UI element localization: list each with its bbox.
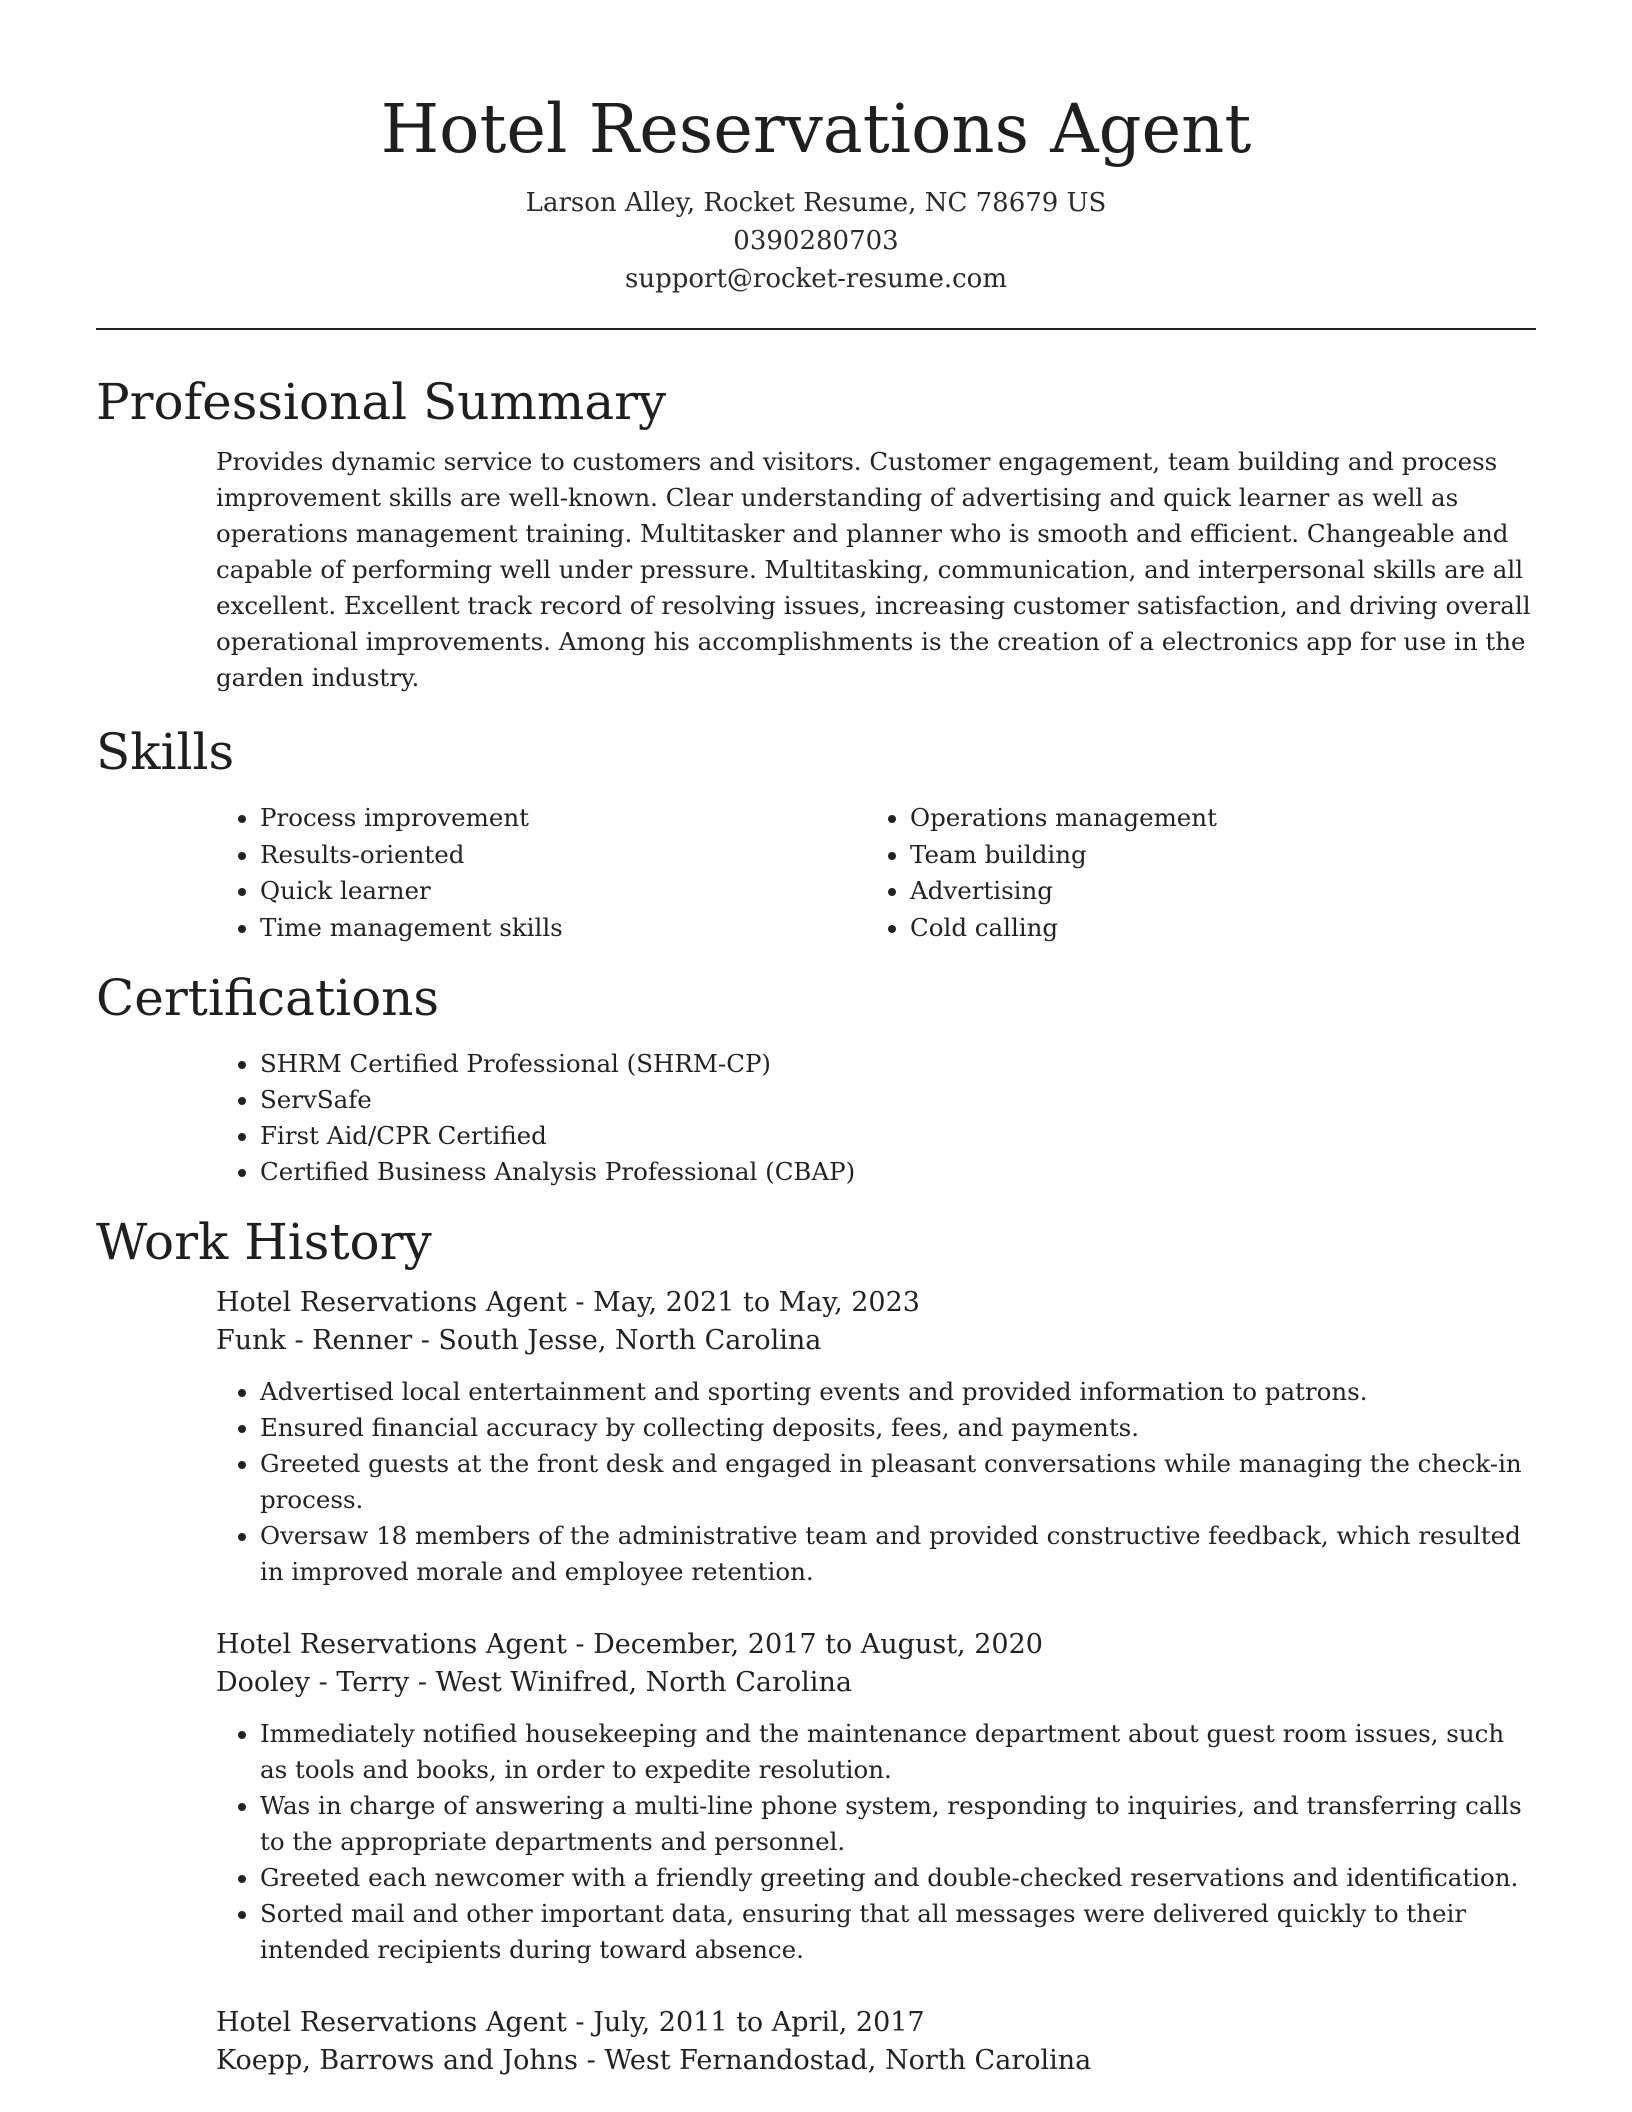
certifications-title: Certifications: [96, 969, 440, 1027]
job-title-line: Hotel Reservations Agent - July, 2011 to April, 2017: [216, 2007, 925, 2038]
job-title-line: Hotel Reservations Agent - December, 2017 to August, 2020: [216, 1629, 1043, 1660]
contact-info: [96, 184, 1536, 298]
contact-email: support@rocket-resume.com: [624, 264, 1007, 294]
certification-item: • SHRM Certified Professional (SHRM-CP): [260, 1046, 1536, 1082]
job-entry: [216, 1626, 1536, 1968]
job-bullet: • Sorted mail and other important data, ensuring that all messages were delivered quickly to their intended recipients during toward absence.: [260, 1896, 1536, 1968]
certification-item: • Certified Business Analysis Professional (CBAP): [260, 1154, 1536, 1190]
summary-section: [96, 372, 1536, 696]
certification-item: • First Aid/CPR Certified: [260, 1118, 1536, 1154]
resume-name: Hotel Reservations Agent: [380, 90, 1252, 168]
skills-left-list: [216, 800, 866, 946]
job-company-line: Funk - Renner - South Jesse, North Carolina: [216, 1325, 822, 1356]
job-bullet: • Ensured financial accuracy by collecting deposits, fees, and payments.: [260, 1410, 1536, 1446]
job-bullet: • Advertised local entertainment and sporting events and provided information to patrons.: [260, 1374, 1536, 1410]
job-bullet: • Greeted each newcomer with a friendly greeting and double-checked reservations and identification.: [260, 1860, 1536, 1896]
contact-address: Larson Alley, Rocket Resume, NC 78679 US: [525, 188, 1107, 218]
certification-item: • ServSafe: [260, 1082, 1536, 1118]
job-title-line: Hotel Reservations Agent - May, 2021 to May, 2023: [216, 1287, 920, 1318]
work-history-section: [96, 1212, 1536, 2080]
header-divider: [96, 328, 1536, 330]
certifications-section: [96, 968, 1536, 1190]
skill-item: • Quick learner: [260, 873, 866, 910]
job-bullets: [216, 1716, 1536, 1968]
job-entry: [216, 2004, 1536, 2080]
job-bullet: • Oversaw 18 members of the administrative team and provided constructive feedback, which resulted in improved morale and employee retention.: [260, 1518, 1536, 1590]
skill-item: • Results-oriented: [260, 837, 866, 874]
job-entry: [216, 1284, 1536, 1590]
skill-item: • Process improvement: [260, 800, 866, 837]
job-company-line: Dooley - Terry - West Winifred, North Carolina: [216, 1667, 852, 1698]
skills-right-list: [866, 800, 1536, 946]
job-bullets: [216, 1374, 1536, 1590]
skills-grid: [216, 800, 1536, 946]
summary-text: Provides dynamic service to customers and visitors. Customer engagement, team building and process improvement skills are well-known. Clear understanding of advertising and quick learner as well as operations management training. Multitasker and planner who is smooth and efficient. Changeable and capable of performing well under pressure. Multitasking, communication, and interpersonal skills are all excellent. Excellent track record of resolving issues, increasing customer satisfaction, and driving overall operational improvements. Among his accomplishments is the creation of a electronics app for use in the garden industry.: [216, 447, 1531, 692]
skill-item: • Time management skills: [260, 910, 866, 947]
certifications-list: [216, 1046, 1536, 1190]
resume-header: [96, 0, 1536, 298]
skills-section: [96, 722, 1536, 946]
summary-title: Professional Summary: [96, 373, 667, 431]
job-bullet: • Immediately notified housekeeping and the maintenance department about guest room issues, such as tools and books, in order to expedite resolution.: [260, 1716, 1536, 1788]
work-history-title: Work History: [96, 1213, 432, 1271]
skills-title: Skills: [96, 723, 235, 781]
job-bullet: • Greeted guests at the front desk and engaged in pleasant conversations while managing the check-in process.: [260, 1446, 1536, 1518]
skill-item: • Team building: [910, 837, 1536, 874]
skill-item: • Advertising: [910, 873, 1536, 910]
contact-phone: 0390280703: [733, 226, 899, 256]
skill-item: • Operations management: [910, 800, 1536, 837]
job-company-line: Koepp, Barrows and Johns - West Fernandostad, North Carolina: [216, 2045, 1092, 2076]
skill-item: • Cold calling: [910, 910, 1536, 947]
job-bullet: • Was in charge of answering a multi-line phone system, responding to inquiries, and transferring calls to the appropriate departments and personnel.: [260, 1788, 1536, 1860]
